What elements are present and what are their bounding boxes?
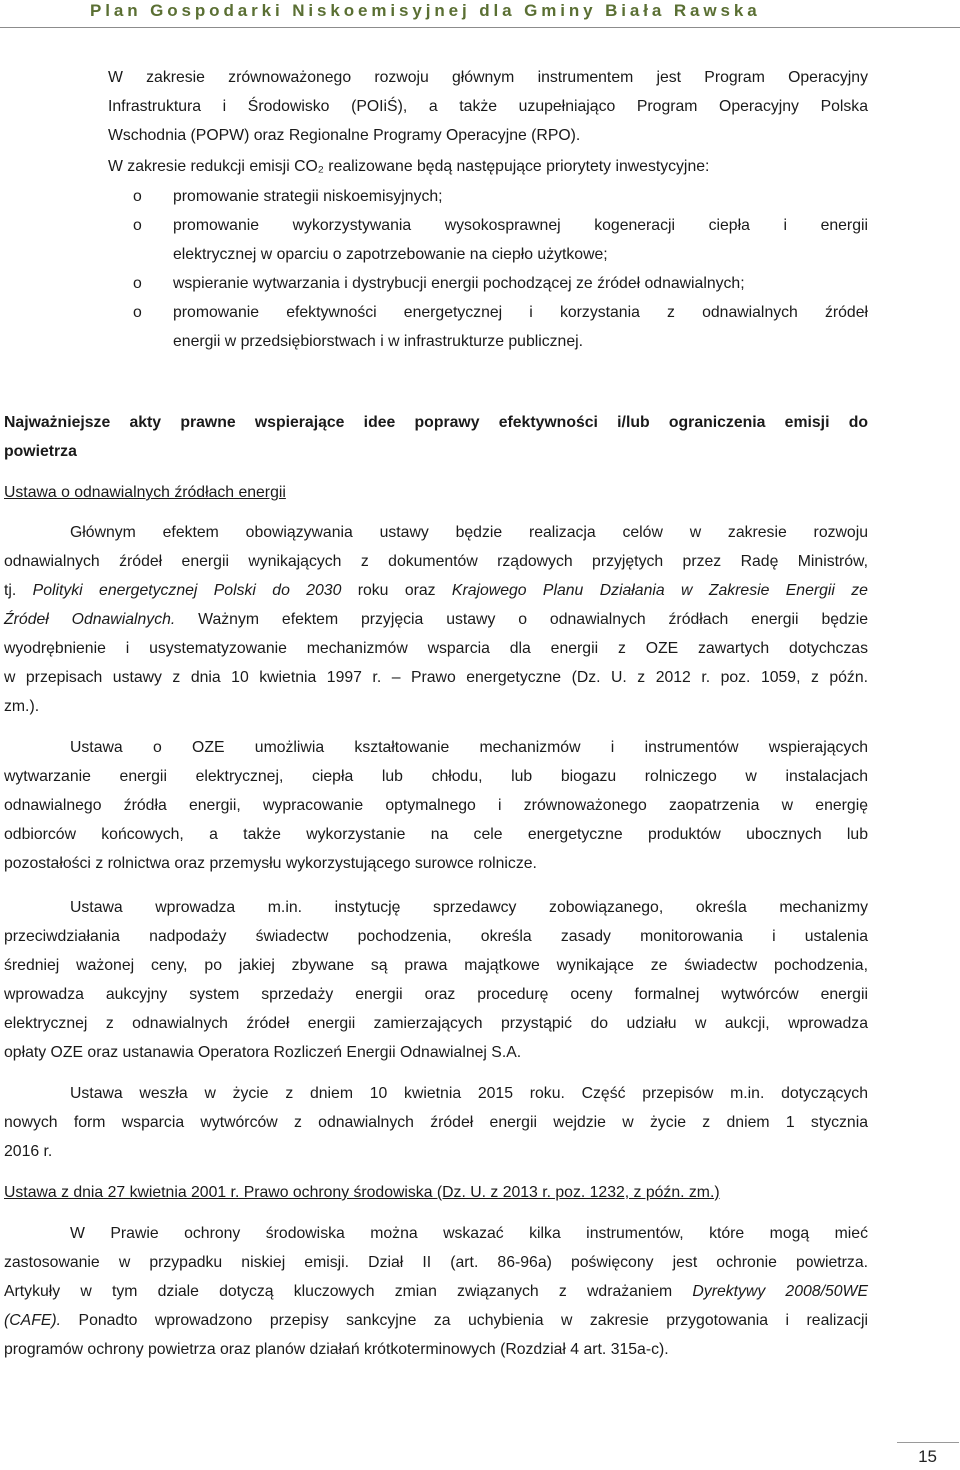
section-heading: Najważniejsze akty prawne wspierające idee poprawy efektywności i/lub ograniczenia emisji do	[4, 414, 868, 431]
bullet-item: promowanie efektywności energetycznej i korzystania z odnawialnych źródeł	[173, 304, 868, 321]
pos-p1-line: (CAFE). Ponadto wprowadzono przepisy sankcyjne za uchybienia w zakresie przygotowania i realizacji	[4, 1312, 868, 1329]
oze-p3-line: elektrycznej z odnawialnych źródeł energii zamierzających przystąpić do udziału w aukcji, wprowadza	[4, 1015, 868, 1032]
oze-p1-line: w przepisach ustawy z dnia 10 kwietnia 1997 r. – Prawo energetyczne (Dz. U. z 2012 r. poz. 1059, z późn.	[4, 669, 868, 686]
bullet-item: wspieranie wytwarzania i dystrybucji energii pochodzącej ze źródeł odnawialnych;	[173, 275, 745, 292]
oze-p1-line: tj. Polityki energetycznej Polski do 2030 roku oraz Krajowego Planu Działania w Zakresie Energii ze	[4, 582, 868, 599]
intro-line-2: Infrastruktura i Środowisko (POIiŚ), a także uzupełniająco Program Operacyjny Polska	[108, 98, 868, 115]
oze-p1-line: Źródeł Odnawialnych. Ważnym efektem przyjęcia ustawy o odnawialnych źródłach energii będzie	[4, 611, 868, 628]
oze-p3-line: wprowadza aukcyjny system sprzedaży energii oraz procedurę oceny formalnej wytwórców energii	[4, 986, 868, 1003]
oze-p3-line: opłaty OZE oraz ustanawia Operatora Rozliczeń Energii Odnawialnej S.A.	[4, 1044, 522, 1061]
intro-line-1: W zakresie zrównoważonego rozwoju głównym instrumentem jest Program Operacyjny	[108, 69, 868, 86]
oze-p3-line: średniej ważonej ceny, po jakiej zbywane są prawa majątkowe wynikające ze świadectw pochodzenia,	[4, 957, 868, 974]
oze-p4-line: 2016 r.	[4, 1143, 53, 1160]
bullet-marker: o	[133, 188, 142, 205]
pos-p1-line: W Prawie ochrony środowiska można wskazać kilka instrumentów, które mogą mieć	[70, 1225, 868, 1242]
pos-p1-line: Artykuły w tym dziale dotyczą kluczowych zmian związanych z wdrażaniem Dyrektywy 2008/50WE	[4, 1283, 868, 1300]
oze-p1-line: odnawialnych źródeł energii wynikających z dokumentów rządowych przyjętych przez Radę Ministrów,	[4, 553, 868, 570]
law-title-oze: Ustawa o odnawialnych źródłach energii	[4, 484, 286, 501]
oze-p2-line: odnawialnego źródła energii, wypracowanie optymalnego i zrównoważonego zaopatrzenia w energię	[4, 797, 868, 814]
oze-p1-line: Głównym efektem obowiązywania ustawy będzie realizacja celów w zakresie rozwoju	[70, 524, 868, 541]
bullet-marker: o	[133, 275, 142, 292]
document-title: Plan Gospodarki Niskoemisyjnej dla Gminy Biała Rawska	[90, 1, 761, 20]
oze-p2-line: odbiorców końcowych, a także wykorzystanie na cele energetyczne produktów ubocznych lub	[4, 826, 868, 843]
oze-p4-line: nowych form wsparcia wytwórców z odnawialnych źródeł energii wejdzie w życie z dniem 1 stycznia	[4, 1114, 868, 1131]
bullet-item-cont: energii w przedsiębiorstwach i w infrastrukturze publicznej.	[173, 333, 584, 350]
pos-p1-line: zastosowanie w przypadku niskiej emisji. Dział II (art. 86-96a) poświęcony jest ochronie powietrza.	[4, 1254, 868, 1271]
bullet-marker: o	[133, 217, 142, 234]
page-number: 15	[918, 1447, 937, 1466]
law-title-pos: Ustawa z dnia 27 kwietnia 2001 r. Prawo ochrony środowiska (Dz. U. z 2013 r. poz. 1232, z późn. zm.)	[4, 1184, 720, 1201]
bullet-item-cont: elektrycznej w oparciu o zapotrzebowanie na ciepło użytkowe;	[173, 246, 608, 263]
bullet-item: promowanie wykorzystywania wysokosprawnej kogeneracji ciepła i energii	[173, 217, 868, 234]
bullet-marker: o	[133, 304, 142, 321]
oze-p4-line: Ustawa weszła w życie z dniem 10 kwietnia 2015 roku. Część przepisów m.in. dotyczących	[70, 1085, 868, 1102]
oze-p1-line: wyodrębnienie i usystematyzowanie mechanizmów wsparcia dla energii z OZE zawartych dotychczas	[4, 640, 868, 657]
oze-p3-line: przeciwdziałania nadpodaży świadectw pochodzenia, określa zasady monitorowania i ustalenia	[4, 928, 868, 945]
page-header	[0, 0, 960, 28]
page-number-box	[897, 1442, 959, 1470]
pos-p1-line: programów ochrony powietrza oraz planów działań krótkoterminowych (Rozdział 4 art. 315a-c).	[4, 1341, 669, 1358]
section-heading-cont: powietrza	[4, 443, 77, 460]
oze-p2-line: Ustawa o OZE umożliwia kształtowanie mechanizmów i instrumentów wspierających	[70, 739, 868, 756]
oze-p2-line: wytwarzanie energii elektrycznej, ciepła lub chłodu, lub biogazu rolniczego w instalacjach	[4, 768, 868, 785]
bullet-item: promowanie strategii niskoemisyjnych;	[173, 188, 443, 205]
priorities-intro: W zakresie redukcji emisji CO₂ realizowane będą następujące priorytety inwestycyjne:	[108, 158, 710, 175]
oze-p1-line: zm.).	[4, 698, 40, 715]
intro-line-3: Wschodnia (POPW) oraz Regionalne Programy Operacyjne (RPO).	[108, 127, 581, 144]
oze-p3-line: Ustawa wprowadza m.in. instytucję sprzedawcy zobowiązanego, określa mechanizmy	[70, 899, 868, 916]
header-divider	[0, 27, 960, 28]
oze-p2-line: pozostałości z rolnictwa oraz przemysłu wykorzystującego surowce rolnicze.	[4, 855, 537, 872]
